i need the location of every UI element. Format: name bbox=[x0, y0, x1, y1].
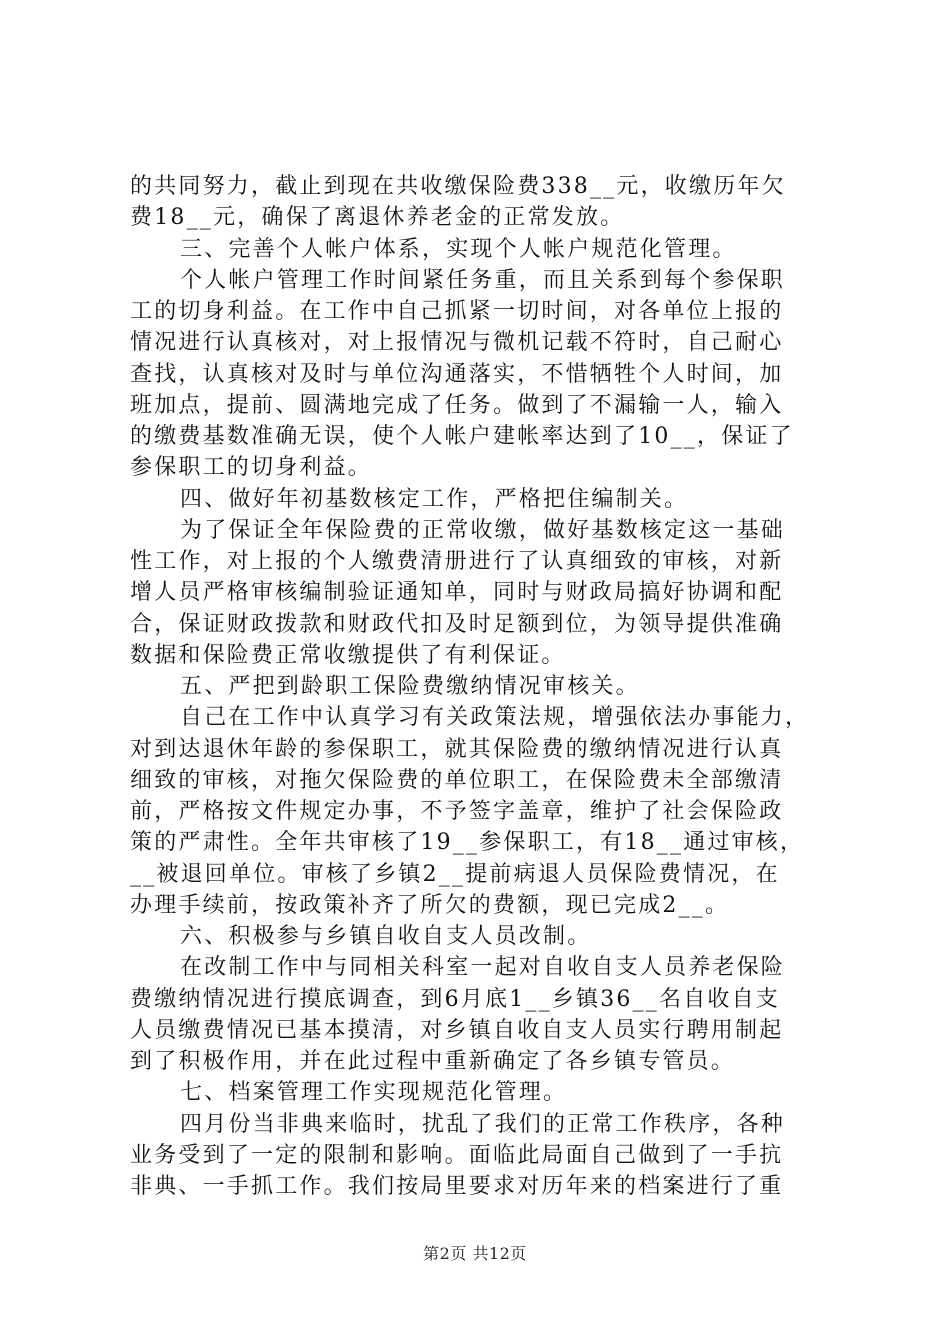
text-line: 办理手续前，按政策补齐了所欠的费额，现已完成2__。 bbox=[130, 892, 730, 918]
text-line: 的共同努力，截止到现在共收缴保险费338__元，收缴历年欠 bbox=[130, 174, 786, 199]
text-line: 人员缴费情况已基本摸清，对乡镇自收自支人员实行聘用制起 bbox=[130, 1017, 784, 1043]
text-line: 数据和保险费正常收缴提供了有利保证。 bbox=[130, 642, 566, 668]
text-line: 参保职工的切身利益。 bbox=[130, 455, 373, 481]
text-line: 自己在工作中认真学习有关政策法规，增强依法办事能力， bbox=[180, 705, 810, 731]
section-heading: 五、严把到龄职工保险费缴纳情况审核关。 bbox=[180, 674, 640, 699]
text-line: 四月份当非典来临时，扰乱了我们的正常工作秩序，各种 bbox=[180, 1111, 786, 1137]
text-line: 增人员严格审核编制验证通知单，同时与财政局搞好协调和配 bbox=[130, 580, 784, 606]
text-line: __被退回单位。审核了乡镇2__提前病退人员保险费情况，在 bbox=[130, 861, 780, 887]
text-line: 前，严格按文件规定办事，不予签字盖章，维护了社会保险政 bbox=[130, 799, 784, 824]
text-line: 细致的审核，对拖欠保险费的单位职工，在保险费未全部缴清 bbox=[130, 767, 784, 793]
page-number-footer: 第2页 共12页 bbox=[423, 1244, 527, 1263]
text-line: 合，保证财政拨款和财政代扣及时足额到位，为领导提供准确 bbox=[130, 611, 784, 637]
text-line: 查找，认真核对及时与单位沟通落实，不惜牺牲个人时间，加 bbox=[130, 361, 784, 387]
text-line: 工的切身利益。在工作中自己抓紧一切时间，对各单位上报的 bbox=[130, 299, 784, 324]
text-line: 非典、一手抓工作。我们按局里要求对历年来的档案进行了重 bbox=[130, 1174, 784, 1199]
text-line: 策的严肃性。全年共审核了19__参保职工，有18__通过审核， bbox=[130, 830, 805, 856]
text-line: 的缴费基数准确无误，使个人帐户建帐率达到了10__，保证了 bbox=[130, 424, 794, 449]
text-line: 情况进行认真核对，对上报情况与微机记载不符时，自己耐心 bbox=[130, 330, 784, 356]
text-line: 对到达退休年龄的参保职工，就其保险费的缴纳情况进行认真 bbox=[130, 736, 784, 762]
text-line: 费18__元，确保了离退休养老金的正常发放。 bbox=[130, 205, 625, 231]
section-heading: 三、完善个人帐户体系，实现个人帐户规范化管理。 bbox=[180, 236, 737, 262]
section-heading: 七、档案管理工作实现规范化管理。 bbox=[180, 1080, 568, 1106]
text-line: 业务受到了一定的限制和影响。面临此局面自己做到了一手抗 bbox=[130, 1142, 784, 1168]
text-line: 到了积极作用，并在此过程中重新确定了各乡镇专管员。 bbox=[130, 1049, 736, 1074]
text-line: 费缴纳情况进行摸底调查，到6月底1__乡镇36__名自收自支 bbox=[130, 986, 780, 1012]
section-heading: 四、做好年初基数核定工作，严格把住编制关。 bbox=[180, 486, 689, 512]
text-line: 个人帐户管理工作时间紧任务重，而且关系到每个参保职 bbox=[180, 267, 786, 293]
text-line: 在改制工作中与同相关科室一起对自收自支人员养老保险 bbox=[180, 955, 786, 981]
text-line: 性工作，对上报的个人缴费清册进行了认真细致的审核，对新 bbox=[130, 549, 784, 574]
text-line: 班加点，提前、圆满地完成了任务。做到了不漏输一人，输入 bbox=[130, 392, 784, 418]
text-line: 为了保证全年保险费的正常收缴，做好基数核定这一基础 bbox=[180, 517, 786, 543]
section-heading: 六、积极参与乡镇自收自支人员改制。 bbox=[180, 924, 592, 949]
